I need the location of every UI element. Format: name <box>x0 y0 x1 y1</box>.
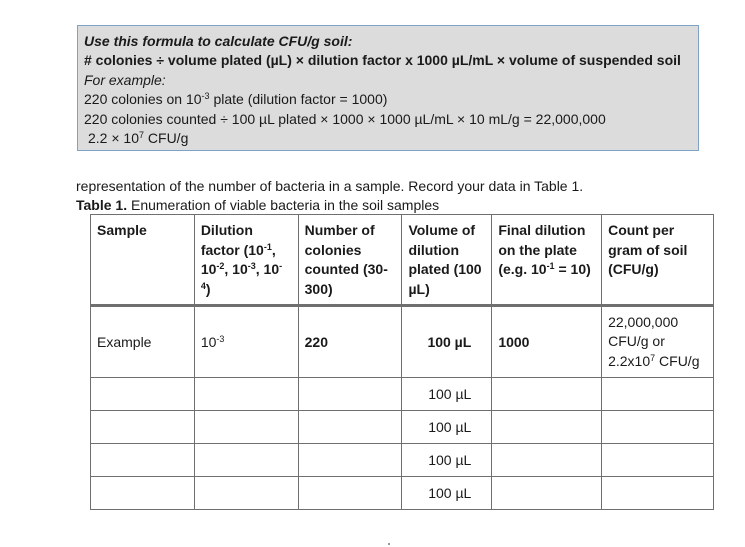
table-row <box>91 378 714 411</box>
intro-text: representation of the number of bacteria in a sample. Record your data in Table 1. <box>76 178 584 194</box>
final-cell[interactable] <box>492 444 602 477</box>
sample-cell[interactable] <box>91 378 195 411</box>
example-final: 1000 <box>492 306 602 378</box>
table-header-row <box>91 215 714 306</box>
colonies-cell[interactable] <box>298 411 402 444</box>
header-count: Count per gram of soil (CFU/g) <box>602 215 714 306</box>
volume-cell: 100 µL <box>402 444 492 477</box>
enumeration-table <box>90 214 714 510</box>
table-row <box>91 477 714 510</box>
final-cell[interactable] <box>492 378 602 411</box>
example-dilution: $10^{-3}$ <box>194 306 298 378</box>
table-row <box>91 411 714 444</box>
example-label: For example: <box>84 71 166 88</box>
count-cell[interactable] <box>602 411 714 444</box>
header-dilution-factor: Dilution factor ($10^{-1}$, $10^{-2}$, $10^{-3}$, $10^{-4}$) <box>194 215 298 306</box>
formula-heading: Use this formula to calculate CFU/g soil: <box>84 33 353 49</box>
dilution-cell[interactable] <box>194 477 298 510</box>
volume-cell: 100 µL <box>402 477 492 510</box>
sample-cell[interactable] <box>91 477 195 510</box>
colonies-cell[interactable] <box>298 477 402 510</box>
colonies-cell[interactable] <box>298 444 402 477</box>
header-colonies: Number of colonies counted (30-300) <box>298 215 402 306</box>
volume-cell: 100 µL <box>402 411 492 444</box>
colonies-cell[interactable] <box>298 378 402 411</box>
example-line-2: 220 colonies counted ÷ 100 µL plated × 1000 × 1000 µL/mL × 10 mL/g = 22,000,000 <box>84 110 606 127</box>
formula-box <box>77 25 699 151</box>
final-cell[interactable] <box>492 477 602 510</box>
example-line-1: 220 colonies on $10^{-3}$ plate (dilution factor = 1000) <box>84 91 388 108</box>
example-sample: Example <box>91 306 195 378</box>
table-caption: Table 1. Enumeration of viable bacteria in the soil samples <box>76 197 440 213</box>
sample-cell[interactable] <box>91 444 195 477</box>
stray-dot <box>388 543 390 545</box>
table-row-example <box>91 306 714 378</box>
header-final-dilution: Final dilution on the plate (e.g. $10^{-1} = 10$) <box>492 215 602 306</box>
header-sample: Sample <box>91 215 195 306</box>
formula-line: # colonies ÷ volume plated (µL) × dilution factor x 1000 µL/mL × volume of suspended soil <box>84 52 681 69</box>
example-count: 22,000,000 CFU/g or $2.2x10^7$ CFU/g <box>602 306 714 378</box>
example-volume: 100 µL <box>402 306 492 378</box>
example-line-3: $2.2 \times 10^7$ CFU/g <box>88 130 189 147</box>
count-cell[interactable] <box>602 477 714 510</box>
example-colonies: 220 <box>298 306 402 378</box>
dilution-cell[interactable] <box>194 444 298 477</box>
final-cell[interactable] <box>492 411 602 444</box>
dilution-cell[interactable] <box>194 378 298 411</box>
count-cell[interactable] <box>602 444 714 477</box>
volume-cell: 100 µL <box>402 378 492 411</box>
header-volume: Volume of dilution plated (100 µL) <box>402 215 492 306</box>
dilution-cell[interactable] <box>194 411 298 444</box>
sample-cell[interactable] <box>91 411 195 444</box>
count-cell[interactable] <box>602 378 714 411</box>
table-row <box>91 444 714 477</box>
